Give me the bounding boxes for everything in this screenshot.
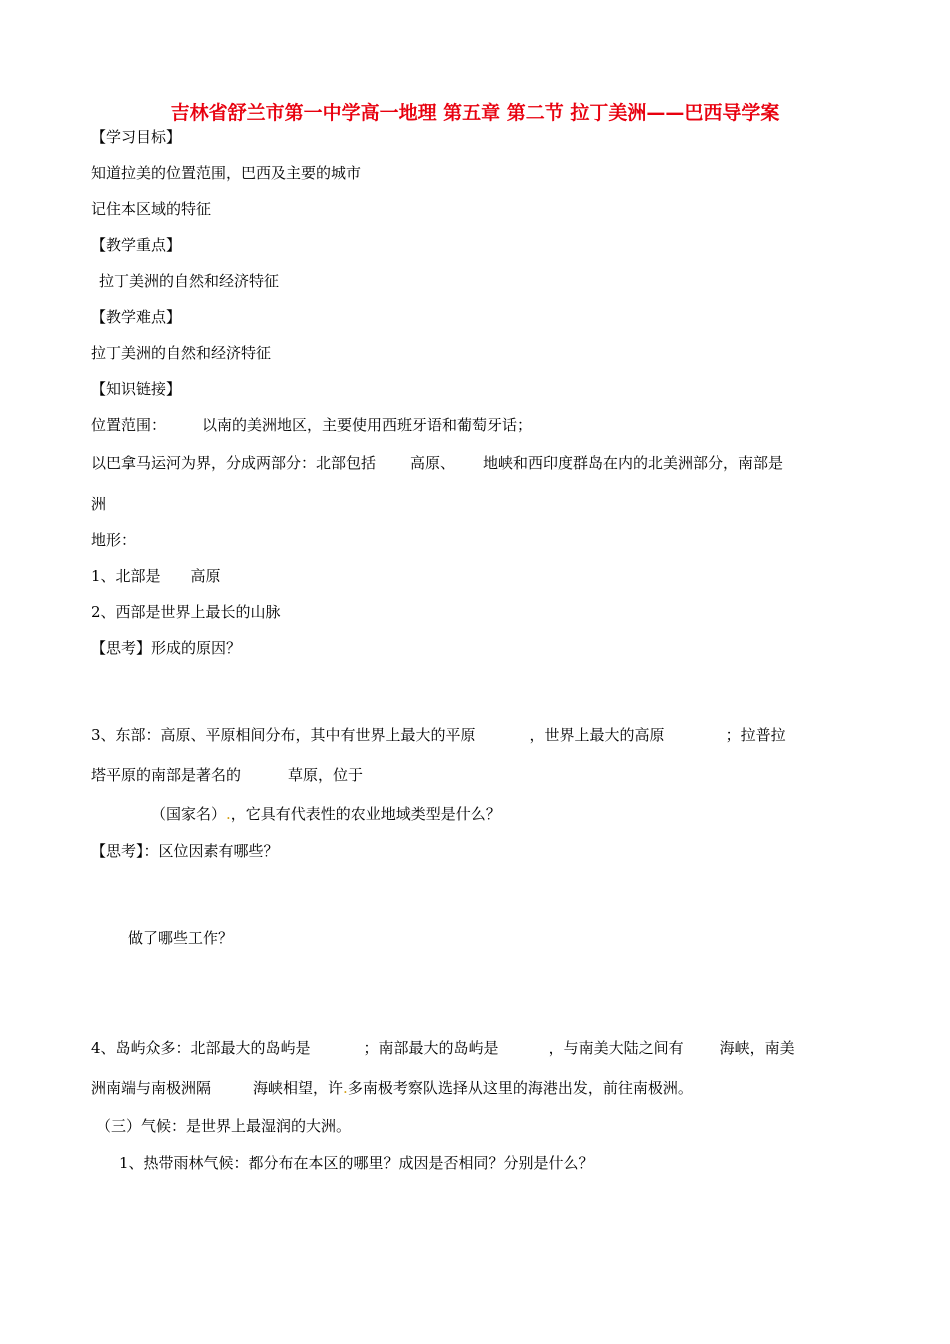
difficulty-text: 拉丁美洲的自然和经济特征 bbox=[91, 344, 272, 362]
text-segment: 1、北部是 bbox=[91, 567, 161, 585]
text-segment: 多南极考察队选择从这里的海港出发，前往南极洲。 bbox=[347, 1079, 693, 1097]
text-segment: ，它具有代表性的农业地域类型是什么？ bbox=[230, 805, 501, 823]
continent-suffix: 洲 bbox=[91, 495, 107, 513]
islands-line bbox=[91, 1038, 795, 1058]
think-question-1: 【思考】形成的原因？ bbox=[91, 639, 242, 657]
drake-passage-line bbox=[91, 1078, 693, 1098]
pampas-line bbox=[91, 765, 363, 785]
text-segment: 以巴拿马运河为界，分成两部分：北部包括 bbox=[91, 454, 377, 472]
goal-2: 记住本区域的特征 bbox=[91, 200, 212, 218]
text-segment: ；南部最大的岛屿是 bbox=[363, 1039, 499, 1057]
terrain-heading: 地形： bbox=[91, 531, 137, 549]
text-segment: 高原、 bbox=[410, 454, 456, 472]
terrain-north-line bbox=[91, 566, 221, 586]
text-segment: 3、东部：高原、平原相间分布，其中有世界上最大的平原 bbox=[91, 726, 476, 744]
terrain-east-line bbox=[91, 725, 786, 745]
text-segment: ，世界上最大的高原 bbox=[529, 726, 665, 744]
climate-heading: （三）气候：是世界上最湿润的大洲。 bbox=[96, 1117, 352, 1135]
text-segment: ，与南美大陆之间有 bbox=[548, 1039, 684, 1057]
think-question-2: 【思考】：区位因素有哪些？ bbox=[91, 842, 279, 860]
text-segment: 4、岛屿众多：北部最大的岛屿是 bbox=[91, 1039, 311, 1057]
stray-dot: . bbox=[226, 805, 231, 823]
text-segment: 以南的美洲地区，主要使用西班牙语和葡萄牙话； bbox=[202, 416, 533, 434]
text-segment: 草原，位于 bbox=[288, 766, 364, 784]
rainforest-question: 1、热带雨林气候：都分布在本区的哪里？成因是否相同？分别是什么？ bbox=[119, 1154, 594, 1172]
text-segment: 海峡，南美 bbox=[719, 1039, 795, 1057]
heading-learning-goals: 【学习目标】 bbox=[91, 128, 182, 146]
heading-difficulties: 【教学难点】 bbox=[91, 308, 182, 326]
panama-division-line bbox=[91, 453, 783, 473]
text-segment: 洲南端与南极洲隔 bbox=[91, 1079, 212, 1097]
key-point-text: 拉丁美洲的自然和经济特征 bbox=[99, 272, 280, 290]
terrain-west-line: 2、西部是世界上最长的山脉 bbox=[91, 603, 281, 621]
text-segment: 塔平原的南部是著名的 bbox=[91, 766, 242, 784]
text-segment: 海峡相望，许 bbox=[253, 1079, 344, 1097]
text-segment: （国家名） bbox=[151, 805, 227, 823]
goal-1: 知道拉美的位置范围，巴西及主要的城市 bbox=[91, 164, 362, 182]
heading-key-points: 【教学重点】 bbox=[91, 236, 182, 254]
page-title: 吉林省舒兰市第一中学高一地理 第五章 第二节 拉丁美洲——巴西导学案 bbox=[170, 102, 780, 124]
text-segment: 高原 bbox=[190, 567, 221, 585]
text-segment: ；拉普拉 bbox=[725, 726, 786, 744]
country-question-line bbox=[151, 804, 501, 824]
heading-knowledge-link: 【知识链接】 bbox=[91, 380, 182, 398]
text-segment: 地峡和西印度群岛在内的北美洲部分，南部是 bbox=[483, 454, 784, 472]
work-question: 做了哪些工作？ bbox=[128, 929, 234, 947]
location-range-line bbox=[91, 415, 532, 435]
stray-dot: . bbox=[343, 1079, 348, 1097]
text-segment: 位置范围： bbox=[91, 416, 167, 434]
